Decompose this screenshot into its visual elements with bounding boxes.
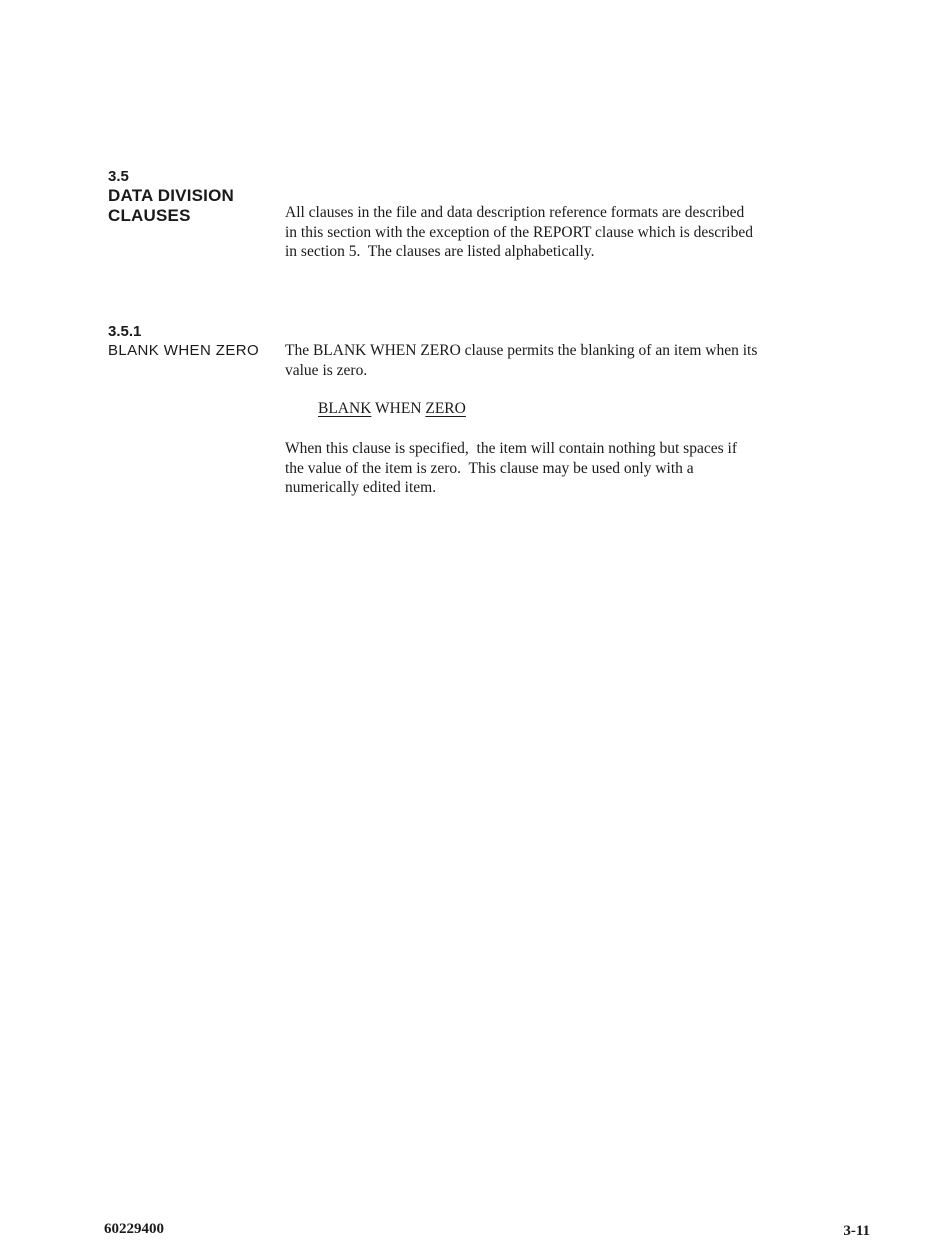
format-keyword-blank: BLANK [318, 400, 372, 417]
subsection-intro-line: The BLANK WHEN ZERO clause permits the blanking of an item when its [285, 342, 758, 359]
subsection-detail-line: the value of the item is zero. This clause may be used only with a [285, 459, 694, 477]
format-keyword-when: WHEN [375, 400, 422, 417]
section-body-line: in this section with the exception of the REPORT clause which is described [285, 223, 753, 241]
section-body-line: All clauses in the file and data description reference formats are described [285, 204, 745, 221]
subsection-title: BLANK WHEN ZERO [108, 342, 260, 359]
clause-format [318, 400, 466, 418]
subsection-detail [285, 439, 737, 498]
subsection-detail-line: numerically edited item. [285, 479, 437, 496]
footer-page-number: 3-11 [843, 1223, 870, 1239]
subsection-intro [285, 341, 757, 380]
section-number: 3.5 [108, 168, 129, 185]
subsection-number: 3.5.1 [108, 323, 142, 340]
subsection-intro-line: value is zero. [285, 361, 368, 379]
section-title-line: CLAUSES [108, 206, 191, 225]
section-title-line: DATA DIVISION [108, 186, 235, 205]
footer-doc-number: 60229400 [104, 1221, 164, 1237]
format-keyword-zero: ZERO [425, 400, 466, 417]
section-body [285, 203, 753, 262]
subsection-detail-line: When this clause is specified, the item will contain nothing but spaces if [285, 440, 737, 457]
section-title [108, 186, 234, 226]
section-body-line: in section 5. The clauses are listed alphabetically. [285, 243, 595, 260]
